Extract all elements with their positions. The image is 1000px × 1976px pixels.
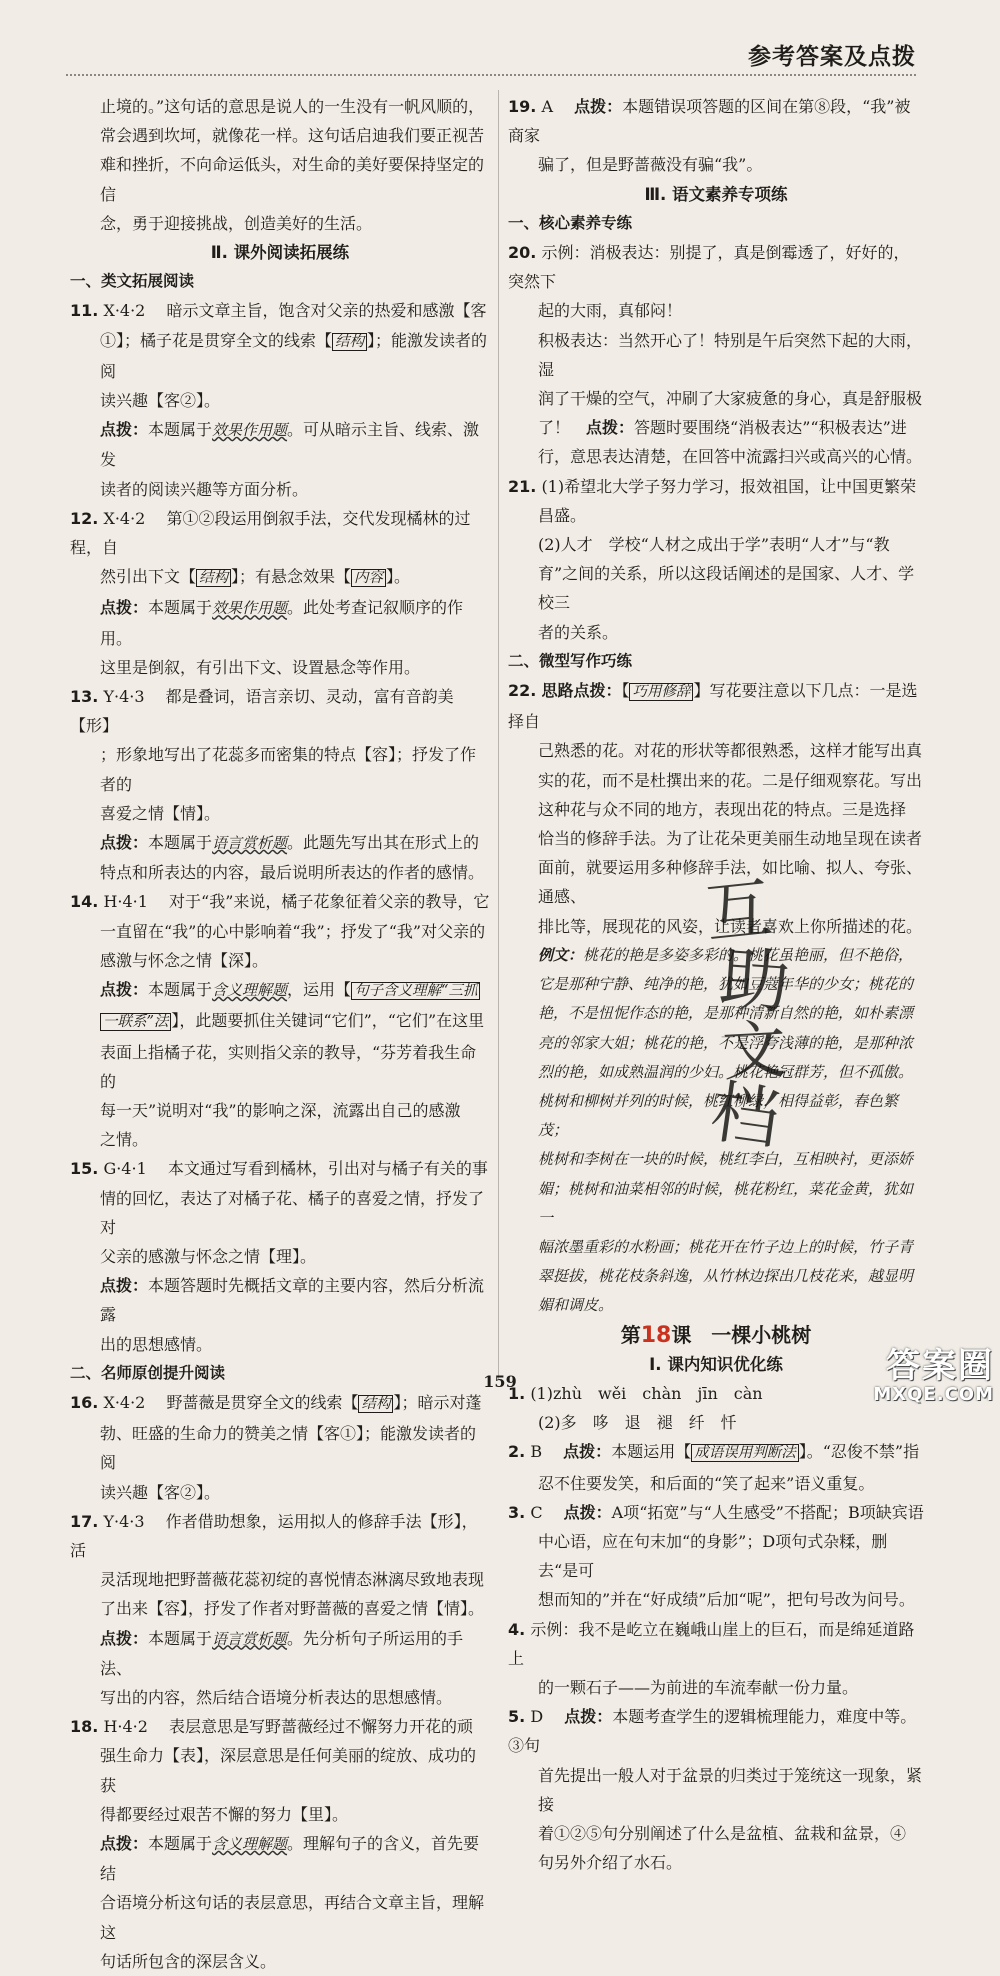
answer-text: 然引出下文【 结构 】；有悬念效果【 内容 】。 (100, 567, 411, 587)
question-number: 21. (508, 476, 537, 496)
answer-text: 排比等，展现花的风姿，让读者喜欢上你所描述的花。 (538, 916, 923, 936)
answer-text: 感激与怀念之情【深】。 (100, 950, 269, 970)
intro-line: 止境的。”这句话的意思是说人的一生没有一帆风顺的， (100, 97, 485, 116)
tip-label: 点拨： (564, 1707, 613, 1727)
example-text: 桃树和柳树并列的时候，桃红柳绿，相得益彰，春色繁茂； (538, 1091, 899, 1140)
answer-text: 灵活现地把野蔷薇花蕊初绽的喜悦情态淋漓尽致地表现 (100, 1570, 485, 1590)
example-text: 它是那种宁静、纯净的艳，犹如豆蔻年华的少女；桃花的 (538, 975, 914, 994)
answer-text: 这种花与众不同的地方，表现出花的特点。三是选择 (538, 799, 907, 819)
example-text: 媚；桃树和油菜相邻的时候，桃花粉红，菜花金黄，犹如一 (538, 1179, 914, 1227)
tip: 忍不住要发笑，和后面的“笑了起来”语义重复。 (538, 1473, 875, 1493)
answer-20 (508, 238, 924, 296)
answer-text: 面前，就要运用多种修辞手法，如比喻、拟人、夸张、通感、 (538, 858, 923, 907)
answer-21 (508, 472, 924, 501)
answer-text: 强生命力【表】，深层意思是任何美丽的绽放、成功的获 (100, 1746, 477, 1795)
answer-text: 暗示文章主旨，饱含对父亲的热爱和感激【客 (166, 301, 487, 321)
column-divider (498, 90, 499, 1380)
answer-17 (70, 1507, 490, 1565)
answer-16: 16. X·4·2 野蔷薇是贯穿全文的线索【 结构 】；暗示对蓬 (70, 1392, 482, 1412)
page-number: 159 (483, 1372, 517, 1391)
tip: 特点和所表达的内容，最后说明所表达的作者的感情。 (100, 863, 485, 883)
method-box: 成语误用判断法 (691, 1444, 799, 1462)
tip: 点拨：本题属于含义理解题。理解句子的含义，首先要结 (100, 1833, 480, 1884)
handwriting-char: 文 (720, 1013, 789, 1091)
tip: 之情。 (100, 1130, 149, 1150)
answer-4 (508, 1615, 924, 1673)
tip-label: 点拨： (100, 833, 149, 853)
question-number: 5. (508, 1707, 526, 1727)
question-type: 效果作用题 (212, 599, 288, 618)
answer-text: 都是叠词，语言亲切、灵动，富有音韵美【形】 (70, 687, 454, 736)
answer-text: 昌盛。 (538, 505, 587, 525)
answer-text: 对于“我”来说，橘子花象征着父亲的教导，它 (169, 892, 490, 912)
lesson-number: 18 (640, 1322, 672, 1348)
tip: 句话所包含的深层含义。 (100, 1951, 277, 1971)
right-column (508, 92, 924, 1877)
answer-11 (70, 296, 490, 325)
tip: 合语境分析这句话的表层意思，再结合文章主旨，理解这 (100, 1893, 485, 1942)
answer-text: 情的回忆，表达了对橘子花、橘子的喜爱之情，抒发了对 (100, 1188, 485, 1237)
tip: 点拨：本题属于效果作用题。此处考查记叙顺序的作用。 (100, 598, 464, 648)
handwriting-char: 互 (701, 869, 776, 954)
answer-text: 得都要经过艰苦不懈的努力【里】。 (100, 1804, 349, 1824)
tip: 骗了，但是野蔷薇没有骗“我”。 (538, 155, 763, 175)
section-title-1: Ⅰ. 课内知识优化练 (649, 1354, 783, 1374)
watermark-logo (873, 1347, 994, 1405)
answer-text: 的一颗石子——为前进的车流奉献一份力量。 (538, 1677, 859, 1697)
answer-code: H·4·2 (103, 1717, 148, 1737)
answer-text: (1)希望北大学子努力学习，报效祖国，让中国更繁荣 (541, 476, 917, 496)
tip: 中心语，应在句末加“的身影”；D项句式杂糅，删去“是可 (538, 1531, 888, 1581)
tip: 读者的阅读兴趣等方面分析。 (100, 479, 309, 499)
subsection-title: 二、名师原创提升阅读 (70, 1363, 226, 1382)
answer-code: C (530, 1502, 543, 1522)
question-number: 1. (508, 1383, 526, 1403)
answer-text: 父亲的感激与怀念之情【理】。 (100, 1246, 317, 1266)
tip: 点拨：本题属于效果作用题。可从暗示主旨、线索、激发 (100, 420, 480, 470)
handwriting-char: 档 (705, 1072, 785, 1161)
question-number: 19. (508, 97, 537, 116)
answer-text: 实的花，而不是杜撰出来的花。二是仔细观察花。写出 (538, 770, 923, 790)
example-text: 桃树和李树在一块的时候，桃红李白，互相映衬，更添娇 (538, 1150, 914, 1169)
answer-19: 19. A 点拨：本题错误项答题的区间在第⑧段，“我”被商家 (508, 97, 911, 146)
tip-label: 点拨： (100, 420, 149, 440)
answer-13 (70, 682, 490, 740)
answer-text: 勃、旺盛的生命力的赞美之情【客①】；能激发读者的阅 (100, 1424, 477, 1473)
tip-label: 点拨： (574, 97, 623, 116)
tip: 出的思想感情。 (100, 1334, 213, 1354)
answer-text: ①】；橘子花是贯穿全文的线索【 结构 】；能激发读者的阅 (100, 330, 488, 381)
answer-18 (70, 1712, 490, 1741)
handwriting-char: 助 (716, 937, 793, 1025)
subsection-title: 二、微型写作巧练 (508, 651, 633, 670)
question-type: 含义理解题 (212, 1834, 288, 1853)
tag-box: 结构 (196, 569, 231, 587)
answer-text: 育”之间的关系，所以这段话阐述的是国家、人才、学校三 (538, 564, 915, 613)
answer-code: X·4·2 (103, 301, 146, 321)
answer-text: ；形象地写出了花蕊多而密集的特点【容】；抒发了作者的 (100, 745, 477, 794)
answer-text: 读兴趣【客②】。 (100, 1482, 221, 1502)
answer-code: Y·4·3 (103, 1511, 145, 1531)
answer-text: (1)zhù wěi chàn jīn càn (530, 1383, 763, 1403)
intro-line: 难和挫折，不向命运低头，对生命的美好要保持坚定的信 (100, 155, 485, 204)
question-type: 含义理解题 (212, 981, 288, 1000)
answer-22: 22. 思路点拨：【 巧用修辞 】写花要注意以下几点：一是选择自 (508, 681, 918, 732)
answer-3: 3. C 点拨：A项“拓宽”与“人生感受”不搭配；B项缺宾语 (508, 1502, 924, 1522)
method-box: 句子含义理解“三抓 (351, 982, 480, 1000)
answer-text: 本文通过写看到橘林，引出对与橘子有关的事 (167, 1159, 488, 1179)
tag-box: 结构 (358, 1395, 393, 1413)
watermark-url: MXQE.COM (873, 1384, 994, 1405)
tip: 点拨：本题属于语言赏析题。此题先写出其在形式上的 (100, 833, 480, 853)
question-number: 17. (70, 1511, 99, 1531)
answer-text: 读兴趣【客②】。 (100, 391, 221, 411)
question-number: 12. (70, 508, 99, 528)
tip: 表面上指橘子花，实则指父亲的教导，“芬芳着我生命的 (100, 1042, 477, 1091)
answer-2: 2. B 点拨：本题运用【 成语误用判断法 】。“忍俊不禁”指 (508, 1442, 920, 1462)
answer-text: 示例：我不是屹立在巍峨山崖上的巨石，而是绵延道路上 (508, 1619, 915, 1668)
tip: 一联系”法 】，此题要抓住关键词“它们”，“它们”在这里 (70, 1006, 490, 1037)
tip: 点拨：本题属于语言赏析题。先分析句子所运用的手法、 (100, 1628, 464, 1678)
question-number: 20. (508, 243, 537, 263)
question-number: 3. (508, 1502, 526, 1522)
answer-5: 5. D 点拨：本题考查学生的逻辑梳理能力，难度中等。③句 (508, 1707, 917, 1756)
tip: 每一天”说明对“我”的影响之深，流露出自己的感激 (100, 1100, 461, 1120)
intro-line: 常会遇到坎坷，就像花一样。这句话启迪我们要正视苦 (100, 126, 485, 146)
tip-label: 点拨： (100, 980, 149, 1000)
tip: 想而知的”并在“好成绩”后加“呢”，把句号改为问号。 (538, 1590, 915, 1610)
answer-code: Y·4·3 (103, 687, 145, 707)
example-text: 艳，不是忸怩作态的艳，是那种清新自然的艳，如朴素漂 (538, 1004, 914, 1023)
answer-text: 积极表达：当然开心了！特别是午后突然下起的大雨，湿 (538, 330, 923, 379)
question-type: 语言赏析题 (212, 834, 288, 853)
subsection-title: 一、类文拓展阅读 (70, 272, 195, 291)
tip: 首先提出一般人对于盆景的归类过于笼统这一现象，紧接 (538, 1765, 923, 1814)
answer-code: G·4·1 (103, 1159, 147, 1179)
section-title-3: Ⅲ. 语文素养专项练 (644, 184, 788, 204)
answer-text: 第①②段运用倒叙手法，交代发现橘林的过程，自 (70, 508, 471, 558)
question-number: 18. (70, 1717, 99, 1737)
question-number: 14. (70, 892, 99, 912)
question-number: 2. (508, 1442, 526, 1462)
answer-code: B (530, 1442, 543, 1462)
answer-code: A (541, 97, 553, 116)
tip-label: 点拨： (563, 1442, 612, 1462)
tag-box: 结构 (332, 333, 367, 351)
tip: 着①②⑤句分别阐述了什么是盆植、盆栽和盆景，④ (538, 1823, 907, 1843)
answer-text: (2)多 哆 退 褪 纤 忏 (538, 1413, 737, 1433)
tip-label: 点拨： (100, 1276, 149, 1296)
example-text: 幅浓墨重彩的水粉画；桃花开在竹子边上的时候，竹子青 (538, 1237, 914, 1256)
answer-code: D (530, 1707, 544, 1727)
question-number: 15. (70, 1159, 99, 1179)
example-text: 例文：桃花的艳是多姿多彩的。桃花虽艳丽，但不艳俗， (538, 945, 914, 964)
answer-text: 者的关系。 (538, 622, 619, 642)
header-rule (66, 74, 916, 76)
answer-14 (70, 887, 490, 916)
method-box: 一联系”法 (100, 1013, 171, 1031)
header-title: 参考答案及点拨 (748, 44, 916, 70)
watermark-title: 答案圈 (886, 1346, 994, 1386)
question-number: 16. (70, 1392, 99, 1412)
tip-label: 点拨： (586, 418, 635, 438)
tip: 行，意思表达清楚，在回答中流露扫兴或高兴的心情。 (538, 447, 923, 467)
question-type: 语言赏析题 (212, 1629, 288, 1648)
tag-box: 内容 (351, 569, 386, 587)
answer-text: 了！ 点拨：答题时要围绕“消极表达”“积极表达”进 (538, 418, 907, 438)
question-type: 效果作用题 (212, 421, 288, 440)
tip: 句另外介绍了水石。 (538, 1853, 683, 1873)
answer-text: 起的大雨，真郁闷！ (538, 301, 683, 321)
tip-label: 思路点拨： (541, 681, 622, 701)
question-number: 11. (70, 301, 99, 321)
tip-label: 点拨： (100, 1628, 149, 1648)
answer-text: 表层意思是写野蔷薇经过不懈努力开花的顽 (169, 1717, 474, 1737)
tip: 点拨：本题答题时先概括文章的主要内容，然后分析流露 (100, 1276, 485, 1325)
lesson-title: 第18课 一棵小桃树 (620, 1322, 812, 1348)
example-text: 媚和调皮。 (538, 1296, 614, 1315)
answer-text: 了出来【容】，抒发了作者对野蔷薇的喜爱之情【情】。 (100, 1599, 485, 1619)
question-number: 4. (508, 1619, 526, 1639)
answer-text: 一直留在“我”的心中影响着“我”；抒发了“我”对父亲的 (100, 921, 486, 941)
tip-label: 点拨： (563, 1502, 612, 1522)
answer-12 (70, 504, 490, 562)
subsection-title: 一、核心素养专练 (508, 213, 633, 232)
method-box: 巧用修辞 (629, 683, 693, 701)
tip: 写出的内容，然后结合语境分析表达的思想感情。 (100, 1687, 453, 1707)
answer-text: 润了干燥的空气，冲刷了大家疲惫的身心，真是舒服极 (538, 389, 923, 409)
answer-text: 示例：消极表达：别提了，真是倒霉透了，好好的，突然下 (508, 243, 910, 292)
intro-line: 念，勇于迎接挑战，创造美好的生活。 (100, 213, 373, 233)
question-number: 13. (70, 687, 99, 707)
example-label: 例文： (538, 945, 584, 964)
example-text: 烈的艳，如成熟温润的少妇。桃花艳冠群芳，但不孤傲。 (538, 1062, 914, 1081)
example-text: 翠挺拔，桃花枝条斜逸，从竹林边探出几枝花来，越显明 (538, 1267, 914, 1286)
tip-label: 点拨： (100, 1833, 149, 1853)
tip: 这里是倒叙，有引出下文、设置悬念等作用。 (100, 657, 421, 677)
tip-label: 点拨： (100, 598, 149, 618)
answer-text: 己熟悉的花。对花的形状等都很熟悉，这样才能写出真 (538, 741, 923, 761)
answer-text: (2)人才 学校“人材之成出于学”表明“人才”与“教 (538, 535, 890, 555)
answer-code: X·4·2 (103, 508, 146, 528)
answer-text: 恰当的修辞手法。为了让花朵更美丽生动地呈现在读者 (538, 829, 923, 849)
tip: 点拨：本题属于含义理解题，运用【 句子含义理解“三抓 (70, 975, 490, 1006)
example-text: 亮的邻家大姐；桃花的艳，不是浮夸浅薄的艳，是那种浓 (538, 1033, 914, 1052)
answer-text: 喜爱之情【情】。 (100, 803, 221, 823)
left-column (70, 92, 490, 1976)
answer-code: X·4·2 (103, 1392, 146, 1412)
answer-code: H·4·1 (103, 892, 148, 912)
answer-text: 作者借助想象，运用拟人的修辞手法【形】，活 (70, 1511, 478, 1560)
question-number: 22. (508, 681, 537, 701)
answer-15 (70, 1154, 490, 1183)
section-title-2: Ⅱ. 课外阅读拓展练 (210, 243, 350, 263)
